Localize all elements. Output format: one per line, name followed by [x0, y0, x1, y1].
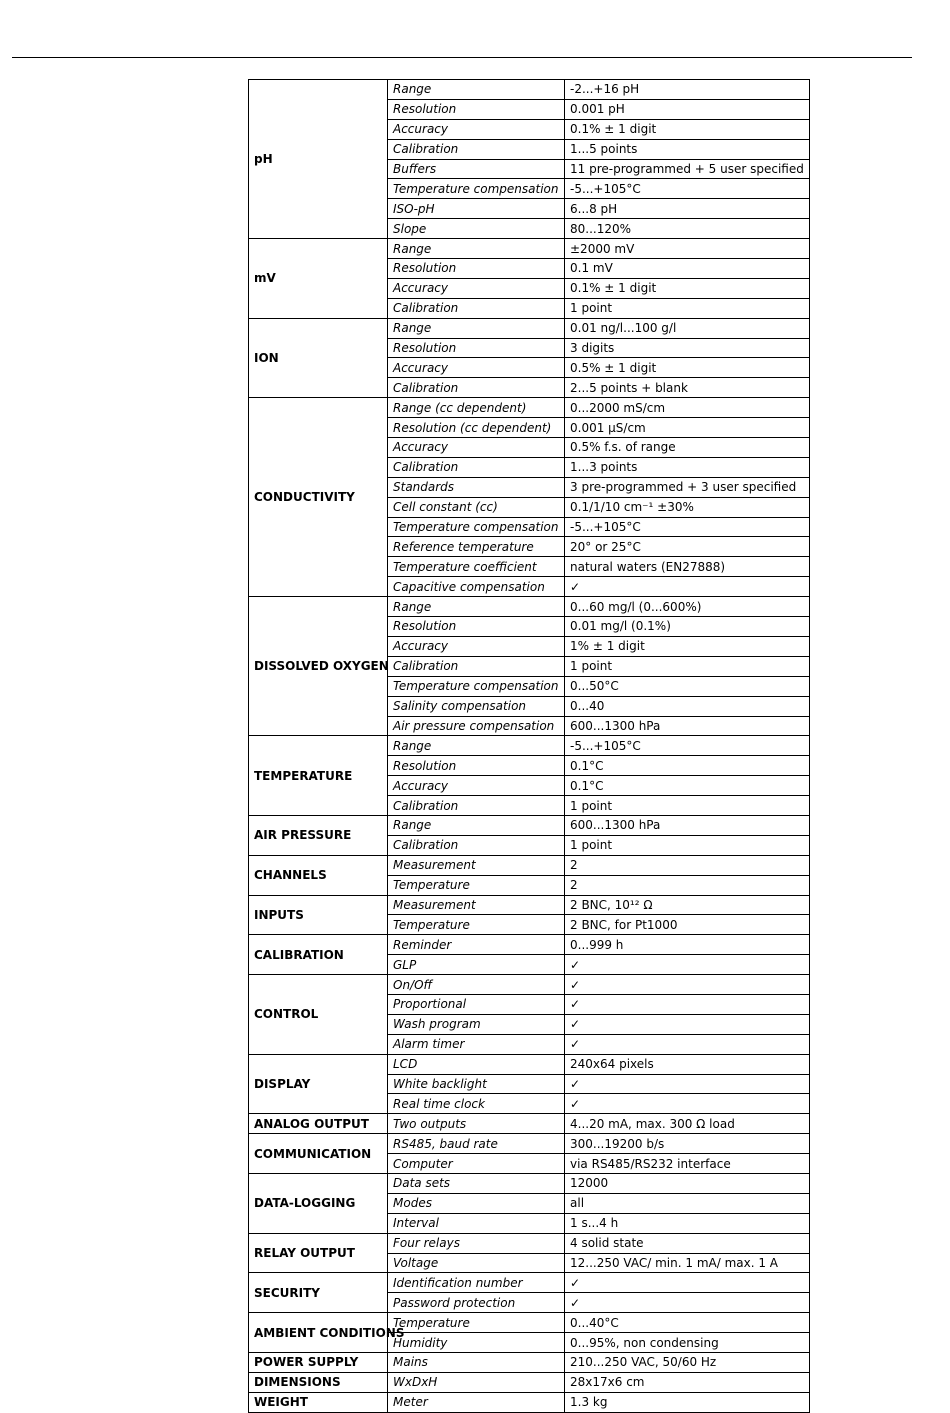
parameter-label: Wash program [388, 1014, 565, 1034]
parameter-value: ✓ [565, 577, 810, 597]
category-label: DIMENSIONS [249, 1372, 388, 1392]
parameter-label: Air pressure compensation [388, 716, 565, 736]
parameter-value: ✓ [565, 1034, 810, 1054]
parameter-label: Meter [388, 1392, 565, 1412]
parameter-label: Resolution [388, 99, 565, 119]
parameter-label: Calibration [388, 835, 565, 855]
parameter-label: White backlight [388, 1074, 565, 1094]
parameter-value: -5...+105°C [565, 179, 810, 199]
category-label: RELAY OUTPUT [249, 1233, 388, 1273]
parameter-label: Computer [388, 1154, 565, 1174]
specifications-table [248, 79, 810, 1413]
parameter-label: Temperature compensation [388, 676, 565, 696]
parameter-label: Cell constant (cc) [388, 497, 565, 517]
category-label: ION [249, 318, 388, 398]
parameter-label: Voltage [388, 1253, 565, 1273]
parameter-label: Measurement [388, 895, 565, 915]
category-label: COMMUNICATION [249, 1134, 388, 1174]
parameter-value: 0.1/1/10 cm⁻¹ ±30% [565, 497, 810, 517]
parameter-label: Accuracy [388, 278, 565, 298]
parameter-value: 0.1°C [565, 756, 810, 776]
parameter-label: Temperature compensation [388, 517, 565, 537]
parameter-value: 600...1300 hPa [565, 716, 810, 736]
parameter-value: 0.01 ng/l...100 g/l [565, 318, 810, 338]
parameter-value: 1% ± 1 digit [565, 636, 810, 656]
parameter-value: via RS485/RS232 interface [565, 1154, 810, 1174]
spec-row [249, 597, 810, 617]
parameter-value: 12...250 VAC/ min. 1 mA/ max. 1 A [565, 1253, 810, 1273]
parameter-label: Buffers [388, 159, 565, 179]
parameter-label: Resolution [388, 259, 565, 279]
parameter-value: 0...2000 mS/cm [565, 398, 810, 418]
category-label: INPUTS [249, 895, 388, 935]
parameter-label: Temperature coefficient [388, 557, 565, 577]
category-label: AMBIENT CONDITIONS [249, 1313, 388, 1353]
parameter-label: Calibration [388, 656, 565, 676]
parameter-label: Humidity [388, 1333, 565, 1353]
category-label: POWER SUPPLY [249, 1353, 388, 1373]
parameter-value: ✓ [565, 1074, 810, 1094]
parameter-value: ✓ [565, 1273, 810, 1293]
parameter-label: Reminder [388, 935, 565, 955]
category-label: DISPLAY [249, 1054, 388, 1114]
parameter-label: Capacitive compensation [388, 577, 565, 597]
parameter-value: 4 solid state [565, 1233, 810, 1253]
parameter-label: On/Off [388, 975, 565, 995]
parameter-label: GLP [388, 955, 565, 975]
parameter-label: Modes [388, 1193, 565, 1213]
parameter-value: 0.5% f.s. of range [565, 438, 810, 458]
parameter-value: 210...250 VAC, 50/60 Hz [565, 1353, 810, 1373]
parameter-value: ±2000 mV [565, 239, 810, 259]
header-rule [12, 57, 912, 58]
parameter-value: 6...8 pH [565, 199, 810, 219]
spec-row [249, 736, 810, 756]
parameter-value: -5...+105°C [565, 517, 810, 537]
spec-row [249, 1273, 810, 1293]
category-label: CONDUCTIVITY [249, 398, 388, 597]
parameter-value: 0.001 µS/cm [565, 418, 810, 438]
parameter-value: 1 point [565, 835, 810, 855]
category-label: AIR PRESSURE [249, 815, 388, 855]
parameter-label: Range [388, 597, 565, 617]
spec-row [249, 975, 810, 995]
parameter-value: ✓ [565, 1293, 810, 1313]
parameter-value: 1 point [565, 656, 810, 676]
parameter-label: Accuracy [388, 119, 565, 139]
parameter-value: 2 BNC, for Pt1000 [565, 915, 810, 935]
parameter-value: ✓ [565, 1014, 810, 1034]
parameter-label: RS485, baud rate [388, 1134, 565, 1154]
spec-row [249, 1054, 810, 1074]
parameter-label: Range [388, 815, 565, 835]
parameter-label: Identification number [388, 1273, 565, 1293]
parameter-label: Resolution [388, 338, 565, 358]
category-label: SECURITY [249, 1273, 388, 1313]
parameter-label: Range [388, 239, 565, 259]
parameter-value: 3 digits [565, 338, 810, 358]
parameter-value: 11 pre-programmed + 5 user specified [565, 159, 810, 179]
parameter-label: Range [388, 318, 565, 338]
parameter-label: ISO-pH [388, 199, 565, 219]
parameter-label: Measurement [388, 855, 565, 875]
spec-row [249, 80, 810, 100]
parameter-value: ✓ [565, 955, 810, 975]
spec-row [249, 1313, 810, 1333]
parameter-label: Resolution [388, 756, 565, 776]
parameter-label: Calibration [388, 378, 565, 398]
parameter-value: 0.1 mV [565, 259, 810, 279]
parameter-label: Alarm timer [388, 1034, 565, 1054]
parameter-label: Temperature [388, 915, 565, 935]
parameter-value: 1...3 points [565, 457, 810, 477]
parameter-value: ✓ [565, 1094, 810, 1114]
parameter-value: 0...40 [565, 696, 810, 716]
parameter-label: Temperature [388, 875, 565, 895]
parameter-label: Calibration [388, 796, 565, 816]
parameter-value: 300...19200 b/s [565, 1134, 810, 1154]
parameter-value: natural waters (EN27888) [565, 557, 810, 577]
parameter-label: Temperature [388, 1313, 565, 1333]
parameter-label: Calibration [388, 139, 565, 159]
parameter-value: 3 pre-programmed + 3 user specified [565, 477, 810, 497]
spec-row [249, 815, 810, 835]
parameter-label: Two outputs [388, 1114, 565, 1134]
parameter-value: 12000 [565, 1173, 810, 1193]
spec-row [249, 1233, 810, 1253]
parameter-value: all [565, 1193, 810, 1213]
parameter-value: 1 point [565, 796, 810, 816]
parameter-value: 80...120% [565, 219, 810, 239]
parameter-value: ✓ [565, 975, 810, 995]
spec-row [249, 1134, 810, 1154]
category-label: DATA-LOGGING [249, 1173, 388, 1233]
parameter-label: Real time clock [388, 1094, 565, 1114]
parameter-value: 0...60 mg/l (0...600%) [565, 597, 810, 617]
parameter-value: 2 [565, 855, 810, 875]
parameter-label: Accuracy [388, 776, 565, 796]
category-label: TEMPERATURE [249, 736, 388, 816]
parameter-value: 1 point [565, 298, 810, 318]
spec-row [249, 1392, 810, 1412]
parameter-label: Calibration [388, 457, 565, 477]
parameter-label: Proportional [388, 994, 565, 1014]
category-label: CALIBRATION [249, 935, 388, 975]
spec-row [249, 398, 810, 418]
parameter-label: Range (cc dependent) [388, 398, 565, 418]
parameter-label: WxDxH [388, 1372, 565, 1392]
category-label: DISSOLVED OXYGEN [249, 597, 388, 736]
parameter-label: Temperature compensation [388, 179, 565, 199]
parameter-label: Reference temperature [388, 537, 565, 557]
category-label: WEIGHT [249, 1392, 388, 1412]
parameter-value: 2 BNC, 10¹² Ω [565, 895, 810, 915]
parameter-value: 0.1°C [565, 776, 810, 796]
parameter-label: Mains [388, 1353, 565, 1373]
category-label: pH [249, 80, 388, 239]
parameter-label: Password protection [388, 1293, 565, 1313]
category-label: CONTROL [249, 975, 388, 1055]
parameter-value: ✓ [565, 994, 810, 1014]
parameter-label: Accuracy [388, 358, 565, 378]
category-label: mV [249, 239, 388, 319]
parameter-label: Slope [388, 219, 565, 239]
parameter-value: 0.001 pH [565, 99, 810, 119]
spec-row [249, 855, 810, 875]
parameter-value: -5...+105°C [565, 736, 810, 756]
parameter-value: 0.01 mg/l (0.1%) [565, 617, 810, 637]
parameter-value: 2 [565, 875, 810, 895]
parameter-value: 600...1300 hPa [565, 815, 810, 835]
parameter-label: Standards [388, 477, 565, 497]
category-label: ANALOG OUTPUT [249, 1114, 388, 1134]
parameter-label: Calibration [388, 298, 565, 318]
category-label: CHANNELS [249, 855, 388, 895]
parameter-value: 0...40°C [565, 1313, 810, 1333]
parameter-value: 0...999 h [565, 935, 810, 955]
parameter-value: 240x64 pixels [565, 1054, 810, 1074]
spec-row [249, 1353, 810, 1373]
spec-row [249, 895, 810, 915]
parameter-label: Four relays [388, 1233, 565, 1253]
parameter-value: 28x17x6 cm [565, 1372, 810, 1392]
specifications-table-body [249, 80, 810, 1413]
parameter-label: Range [388, 80, 565, 100]
parameter-label: LCD [388, 1054, 565, 1074]
parameter-value: 2...5 points + blank [565, 378, 810, 398]
parameter-label: Salinity compensation [388, 696, 565, 716]
parameter-value: 1.3 kg [565, 1392, 810, 1412]
parameter-label: Resolution (cc dependent) [388, 418, 565, 438]
parameter-value: 4...20 mA, max. 300 Ω load [565, 1114, 810, 1134]
parameter-value: 0.1% ± 1 digit [565, 278, 810, 298]
parameter-label: Resolution [388, 617, 565, 637]
parameter-label: Interval [388, 1213, 565, 1233]
spec-row [249, 1372, 810, 1392]
parameter-value: 1...5 points [565, 139, 810, 159]
parameter-value: 0...50°C [565, 676, 810, 696]
spec-row [249, 318, 810, 338]
parameter-value: 0.1% ± 1 digit [565, 119, 810, 139]
parameter-label: Accuracy [388, 636, 565, 656]
parameter-value: -2...+16 pH [565, 80, 810, 100]
parameter-label: Accuracy [388, 438, 565, 458]
parameter-value: 0...95%, non condensing [565, 1333, 810, 1353]
parameter-value: 0.5% ± 1 digit [565, 358, 810, 378]
spec-row [249, 1114, 810, 1134]
parameter-value: 20° or 25°C [565, 537, 810, 557]
parameter-label: Range [388, 736, 565, 756]
parameter-label: Data sets [388, 1173, 565, 1193]
parameter-value: 1 s...4 h [565, 1213, 810, 1233]
spec-row [249, 1173, 810, 1193]
spec-row [249, 239, 810, 259]
spec-row [249, 935, 810, 955]
